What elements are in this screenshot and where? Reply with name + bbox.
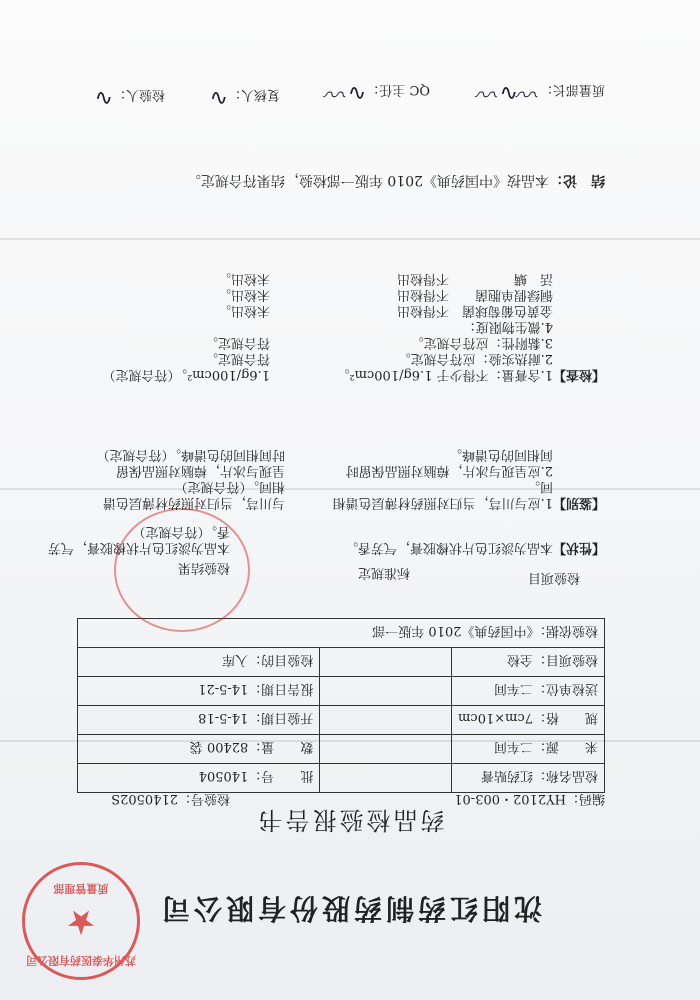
company-name: 沈阳红药制药股份有限公司 [158, 892, 543, 925]
traits-result: 本品为淡红色片状橡胶膏，气芳 香。（符合规定） [47, 524, 230, 555]
inspection-result: 1.6g/100cm²。（符合规定） 符合规定。 符合规定。 未检出。 未检出。 未检出。 [102, 271, 270, 382]
inspection-label: 【检查】 [552, 367, 605, 382]
col-result: 检验结果 [177, 560, 230, 575]
traits-label: 【性状】 [552, 540, 605, 555]
inspection-number: 检验号：2140502S [111, 791, 230, 806]
qc-head-signature: QC 主任：∿〰 [325, 80, 430, 105]
fold-line [0, 238, 700, 240]
quality-stamp: 苏州华泰医药有限公司 ★ 质量管理部 [22, 862, 140, 980]
table-row: 检验依据：《中国药典》2010 年版一部 [78, 619, 605, 648]
table-row: 送检单位：二车间 报告日期：14-5-21 [78, 677, 605, 706]
identification-result: 与川芎，当归对照药材薄层色谱 相同。（符合规定） 呈现与冰片，樟脑对照品保留 时间相同的色谱峰。（符合规定） [96, 447, 285, 510]
info-table [77, 618, 605, 793]
report-code: 编码：HY2102・003-01 [454, 791, 605, 806]
table-row: 检验项目：全检 检验目的：入库 [78, 648, 605, 677]
qa-head-signature: 质量部长：〰∿〰 [477, 80, 605, 105]
conclusion-label: 结 论： [549, 172, 605, 188]
table-row: 检品名称：红药贴膏 批 号：140504 [78, 764, 605, 793]
traits-section [345, 539, 605, 555]
conclusion-text: 本品按《中国药典》2010 年版一部检验，结果符合规定。 [186, 172, 549, 188]
col-item: 检验项目 [527, 570, 580, 585]
inspector-signature: 检验人：∿ [94, 85, 165, 110]
conclusion [187, 172, 605, 188]
identification-label: 【鉴别】 [552, 495, 605, 510]
inspection-section: 【检查】1.含膏量：不得少于 1.6g/100cm²。 2.耐热实验：应符合规定。 3.黏附性：应符合规定。 4.微生物限度： 金黄色葡萄球菌 不得检出 铜绿假单胞菌 不得检出 活 螨 不得检出 [336, 271, 605, 382]
identification-section: 【鉴别】1.应与川芎，当归对照药材薄层色谱相 同。 2.应呈现与冰片，樟脑对照品保留时 间相同的色谱峰。 [332, 447, 605, 510]
traits-standard: 本品为淡红色片状橡胶膏，气芳香。 [344, 540, 553, 555]
table-row: 规 格：7cm×10cm 开验日期：14-5-18 [78, 706, 605, 735]
report-title: 药品检验报告书 [255, 806, 445, 834]
table-row: 来 源：二车间 数 量：82400 袋 [78, 735, 605, 764]
reviewer-signature: 复核人：∿ [209, 85, 280, 110]
col-standard: 标准规定 [357, 565, 410, 580]
